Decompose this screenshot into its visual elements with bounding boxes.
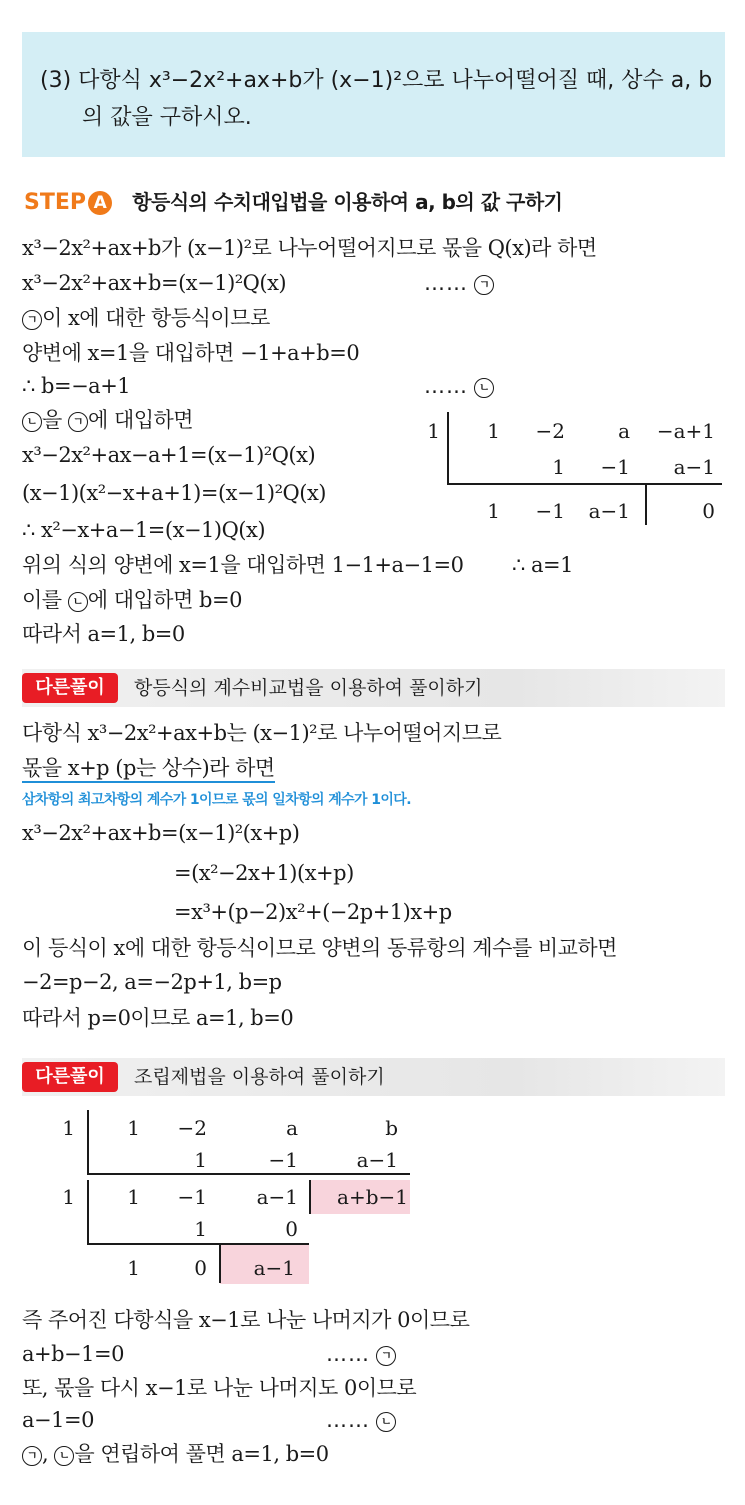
syn-b-rem-line-2 <box>219 1245 221 1283</box>
syn-b-cell: a+b−1 <box>337 1185 408 1209</box>
syn-b-rem-line-1 <box>309 1180 311 1214</box>
sol-a-line-10-b: ∴ a=1 <box>512 553 574 577</box>
sol-a-line-1: x³−2x²+ax+b가 (x−1)²로 나누어떨어지므로 몫을 Q(x)라 하면 <box>22 236 597 260</box>
alt1-note: 삼차항의 최고차항의 계수가 1이므로 몫의 일차항의 계수가 1이다. <box>22 792 411 808</box>
syn-b-cell: −2 <box>177 1116 207 1140</box>
alt-badge: 다른풀이 <box>22 673 118 703</box>
syn-a-cell: 1 <box>552 455 565 479</box>
sol-a-line-12: 따라서 a=1, b=0 <box>22 622 185 646</box>
sol-a-line-6-a: 을 <box>42 408 62 432</box>
alt-badge: 다른풀이 <box>22 1062 118 1092</box>
syn-b-divisor-1: 1 <box>62 1116 75 1140</box>
sol-a-line-11-a: 이를 <box>22 588 62 612</box>
syn-a-remainder-line <box>645 485 647 525</box>
circled-mark: ㄴ <box>474 378 494 398</box>
sol-a-line-9: ∴ x²−x+a−1=(x−1)Q(x) <box>22 518 266 542</box>
syn-b-hline-2 <box>87 1243 309 1245</box>
alt1-line-7: −2=p−2, a=−2p+1, b=p <box>22 970 282 994</box>
sol-a-line-7: x³−2x²+ax−a+1=(x−1)²Q(x) <box>22 443 316 467</box>
syn-a-divisor: 1 <box>427 419 440 443</box>
syn-b-cell: a <box>286 1116 298 1140</box>
alt2-line-4: a−1=0 <box>22 1408 94 1432</box>
problem-line-1: (3) 다항식 x³−2x²+ax+b가 (x−1)²으로 나누어떨어질 때, 상수 a, b <box>40 68 713 93</box>
syn-b-cell: 0 <box>285 1217 298 1241</box>
alt2-line-1: 즉 주어진 다항식을 x−1로 나눈 나머지가 0이므로 <box>22 1308 470 1332</box>
alt-title: 조립제법을 이용하여 풀이하기 <box>134 1066 385 1088</box>
syn-b-cell: a−1 <box>253 1256 295 1280</box>
syn-b-cell: a−1 <box>256 1185 298 1209</box>
syn-b-vline-1 <box>87 1110 89 1174</box>
syn-b-cell: −1 <box>268 1148 298 1172</box>
alt2-line-3: 또, 몫을 다시 x−1로 나눈 나머지도 0이므로 <box>22 1376 417 1400</box>
syn-a-cell: −a+1 <box>656 419 715 443</box>
syn-b-cell: 1 <box>127 1116 140 1140</box>
alt2-line-2: a+b−1=0 <box>22 1342 124 1366</box>
circled-mark: ㄴ <box>22 412 42 432</box>
step-heading: 항등식의 수치대입법을 이용하여 a, b의 값 구하기 <box>132 190 563 214</box>
circled-mark: ㄴ <box>54 1446 74 1466</box>
alt1-line-2 <box>22 753 275 783</box>
syn-a-cell: a <box>618 419 630 443</box>
dots: …… <box>424 374 468 398</box>
syn-b-cell: 1 <box>127 1185 140 1209</box>
syn-b-cell: 1 <box>194 1148 207 1172</box>
alt1-line-1: 다항식 x³−2x²+ax+b는 (x−1)²로 나누어떨어지므로 <box>22 721 502 745</box>
alt1-line-2-text: 몫을 x+p (p는 상수)라 하면 <box>22 756 275 783</box>
dots: …… <box>326 1408 370 1432</box>
syn-a-hline <box>447 483 722 485</box>
sol-a-line-3 <box>22 303 270 333</box>
alt2-line-4-ref <box>326 1405 396 1435</box>
syn-a-cell: 1 <box>487 499 500 523</box>
syn-b-cell: 1 <box>127 1256 140 1280</box>
syn-b-cell: b <box>385 1116 398 1140</box>
alt1-line-8: 따라서 p=0이므로 a=1, b=0 <box>22 1006 294 1030</box>
sol-a-line-6-b: 에 대입하면 <box>87 408 194 432</box>
alt-title: 항등식의 계수비교법을 이용하여 풀이하기 <box>134 677 483 699</box>
syn-a-cell: a−1 <box>588 499 630 523</box>
alt1-line-6: 이 등식이 x에 대한 항등식이므로 양변의 동류항의 계수를 비교하면 <box>22 936 617 960</box>
circled-mark: ㄱ <box>22 1446 42 1466</box>
dots: …… <box>424 271 468 295</box>
sol-a-line-8: (x−1)(x²−x+a+1)=(x−1)²Q(x) <box>22 481 326 505</box>
problem-line-2: 의 값을 구하시오. <box>82 105 252 130</box>
alt-solution-bar-2 <box>22 1058 725 1096</box>
syn-b-vline-2 <box>87 1180 89 1244</box>
alt1-line-4: =(x²−2x+1)(x+p) <box>174 861 354 885</box>
sol-a-line-11 <box>22 585 242 615</box>
syn-b-cell: 0 <box>194 1256 207 1280</box>
sol-a-line-2-ref <box>424 268 494 298</box>
syn-a-cell: −1 <box>535 499 565 523</box>
step-header <box>24 187 562 218</box>
sol-a-line-10: 위의 식의 양변에 x=1을 대입하면 1−1+a−1=0 <box>22 553 464 577</box>
dots: …… <box>326 1342 370 1366</box>
alt2-line-5-text: 을 연립하여 풀면 a=1, b=0 <box>74 1442 329 1466</box>
sol-a-line-4: 양변에 x=1을 대입하면 −1+a+b=0 <box>22 341 360 365</box>
syn-b-cell: 1 <box>194 1217 207 1241</box>
syn-a-cell: −1 <box>600 455 630 479</box>
sol-a-line-11-b: 에 대입하면 b=0 <box>87 588 242 612</box>
syn-b-cell: −1 <box>177 1185 207 1209</box>
alt2-line-2-ref <box>326 1339 396 1369</box>
circled-mark: ㄱ <box>22 310 42 330</box>
alt2-line-5: ㄱ , ㄴ 을 연립하여 풀면 a=1, b=0 <box>22 1439 329 1469</box>
alt-solution-bar-1 <box>22 669 725 707</box>
sol-a-line-5: ∴ b=−a+1 <box>22 374 131 398</box>
alt1-line-5: =x³+(p−2)x²+(−2p+1)x+p <box>174 900 452 924</box>
sol-a-line-5-ref <box>424 371 494 401</box>
syn-a-cell: a−1 <box>673 455 715 479</box>
alt1-line-3: x³−2x²+ax+b=(x−1)²(x+p) <box>22 821 300 845</box>
syn-b-divisor-2: 1 <box>62 1185 75 1209</box>
syn-a-cell: 0 <box>702 499 715 523</box>
sol-a-line-2: x³−2x²+ax+b=(x−1)²Q(x) <box>22 271 287 295</box>
sol-a-line-3-text: 이 x에 대한 항등식이므로 <box>42 306 270 330</box>
circled-mark: ㄱ <box>68 412 88 432</box>
step-label: STEP <box>24 190 87 215</box>
sol-a-line-6 <box>22 405 193 435</box>
circled-mark: ㄴ <box>68 592 88 612</box>
syn-a-cell: 1 <box>487 419 500 443</box>
syn-a-vline <box>447 412 449 484</box>
circled-mark: ㄱ <box>474 275 494 295</box>
step-letter-badge: A <box>88 191 112 215</box>
circled-mark: ㄴ <box>376 1412 396 1432</box>
syn-b-cell: a−1 <box>356 1148 398 1172</box>
syn-a-cell: −2 <box>535 419 565 443</box>
circled-mark: ㄱ <box>376 1346 396 1366</box>
